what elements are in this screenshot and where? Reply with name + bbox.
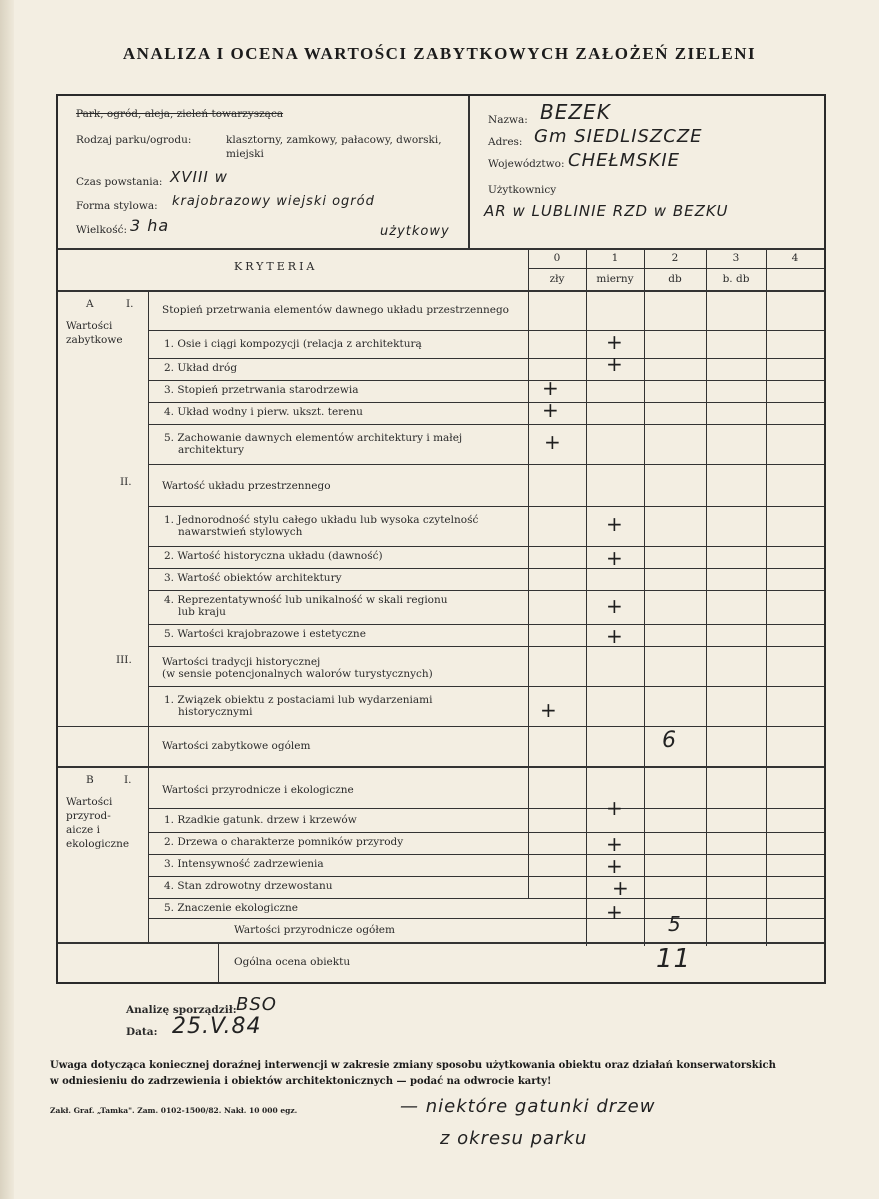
group-b-item-5: 5. Znaczenie ekologiczne [164,902,299,914]
group-b-item-1: 1. Rzadkie gatunk. drzew i krzewów [164,814,357,826]
handwritten-note-1: — niektóre gatunki drzew [400,1096,656,1117]
scale-4: 4 [791,252,799,264]
uzytkownicy-value: AR w LUBLINIE RZD w BEZKU [484,202,729,220]
rule-12 [148,646,824,647]
mark-a2-2: + [606,546,623,570]
handwritten-note-2: z okresu parku [440,1128,588,1149]
rule-22 [58,942,824,944]
group1-item-5: 5. Zachowanie dawnych elementów architektury i małej [164,432,463,444]
rule-9 [148,568,824,569]
czas-value: XVIII w [170,168,228,186]
col-line-4 [766,248,767,946]
total-b-label: Wartości przyrodnicze ogółem [234,924,395,936]
mark-a3-1: + [540,698,557,722]
wojewodztwo-label: Województwo: [488,158,565,170]
rule-7 [148,506,824,507]
mark-a1-3: + [542,376,559,400]
header-divider [468,96,470,248]
group2-item-1: 1. Jednorodność stylu całego układu lub wysoka czytelność [164,514,479,526]
group-b-item-2: 2. Drzewa o charakterze pomników przyrody [164,836,404,848]
note-line-1: Uwaga dotycząca koniecznej doraźnej interwencji w zakresie zmiany sposobu użytkowania obiektu oraz działań konserwatorskich [50,1060,776,1071]
scale-word-3: b. db [722,273,750,285]
mark-a1-4: + [542,398,559,422]
nazwa-value: BEZEK [540,100,611,124]
note-line-2: w odniesieniu do zadrzewienia i obiektów architektonicznych — podać na odwrocie karty! [50,1076,552,1087]
group-b-item-3: 3. Intensywność zadrzewienia [164,858,324,870]
data-value: 25.V.84 [172,1014,262,1039]
left-col-line [148,290,149,944]
rule-1 [148,330,824,331]
kryteria-label: KRYTERIA [234,260,318,273]
header-bottom-rule [58,248,824,250]
mark-a1-2: + [606,352,623,376]
form-title: ANALIZA I OCENA WARTOŚCI ZABYTKOWYCH ZAŁOŻEŃ ZIELENI [122,44,757,63]
scale-2: 2 [671,252,679,264]
wielkosc-label: Wielkość: [76,224,128,236]
group2-item-4: 4. Reprezentatywność lub unikalność w skali regionu [164,594,448,606]
data-label: Data: [126,1026,158,1038]
section-a-letter: A [86,298,94,310]
group2-title: Wartość układu przestrzennego [162,480,331,492]
mark-b-4: + [612,876,629,900]
analiza-label: Analizę sporządził: [126,1004,237,1016]
rule-10 [148,590,824,591]
group-b-title: Wartości przyrodnicze i ekologiczne [162,784,354,796]
adres-label: Adres: [488,136,523,148]
total-a-label: Wartości zabytkowe ogólem [162,740,311,752]
mark-a2-4: + [606,594,623,618]
scale-mid-rule [528,268,824,269]
group2-item-5: 5. Wartości krajobrazowe i estetyczne [164,628,366,640]
group1-item-2: 2. Układ dróg [164,362,238,374]
col-line-0 [528,248,529,898]
rule-20 [148,898,824,899]
rule-21 [148,918,824,919]
mark-b-5: + [606,900,623,924]
section-b-name-1: Wartości [66,796,113,808]
rule-2 [148,358,824,359]
analiza-value: BSO [236,994,277,1015]
group3-title-1: Wartości tradycji historycznej [162,656,321,668]
rule-6 [148,464,824,465]
mark-a1-5: + [544,430,561,454]
group3-item-1: 1. Związek obiektu z postaciami lub wydarzeniami [164,694,433,706]
group1-title: Stopień przetrwania elementów dawnego układu przestrzennego [162,304,509,316]
overall-value: 11 [656,944,692,974]
scale-word-0: zły [549,273,565,285]
mark-b-3: + [606,854,623,878]
col-line-2 [644,248,645,946]
scale-word-1: mierny [596,273,634,285]
section-b-letter: B [86,774,94,786]
forma-value: krajobrazowy wiejski ogród [172,194,375,209]
section-a-name-2: zabytkowe [66,334,123,346]
group2-item-4b: lub kraju [178,606,226,618]
uzytkownicy-label: Użytkownicy [488,184,557,196]
section-b-name-2: przyrod- [66,810,111,822]
wojewodztwo-value: CHEŁMSKIE [568,150,681,171]
group1-item-3: 3. Stopień przetrwania starodrzewia [164,384,359,396]
group2-item-3: 3. Wartość obiektów architektury [164,572,342,584]
rodzaj-options-2: miejski [226,148,264,160]
rule-13 [148,686,824,687]
scale-bottom-rule [58,290,824,292]
rodzaj-label: Rodzaj parku/ogrodu: [76,134,192,146]
page-edge [0,0,14,1199]
group2-item-1b: nawarstwień stylowych [178,526,303,538]
adres-value: Gm SIEDLISZCZE [534,126,703,147]
group3-title-2: (w sensie potencjonalnych walorów turystycznych) [162,668,433,680]
rule-5 [148,424,824,425]
mark-b-2: + [606,832,623,856]
total-a-value: 6 [662,728,677,753]
printer-info: Zakł. Graf. „Tamka". Zam. 0102-1500/82. Nakł. 10 000 egz. [50,1106,298,1115]
form-frame [56,94,826,984]
overall-label: Ogólna ocena obiektu [234,956,351,968]
czas-label: Czas powstania: [76,176,163,188]
rodzaj-options: klasztorny, zamkowy, pałacowy, dworski, [226,134,442,146]
nazwa-label: Nazwa: [488,114,528,126]
section-b-name-3: aicze i [66,824,100,836]
scale-0: 0 [553,252,561,264]
forma-label: Forma stylowa: [76,200,158,212]
rule-8 [148,546,824,547]
section-b-name-4: ekologiczne [66,838,130,850]
rule-19 [148,876,824,877]
scale-1: 1 [611,252,619,264]
overall-left-line [218,942,219,982]
scale-3: 3 [732,252,740,264]
group1-item-4: 4. Układ wodny i pierw. ukszt. terenu [164,406,363,418]
group3-roman: III. [116,654,132,666]
group2-item-2: 2. Wartość historyczna układu (dawność) [164,550,383,562]
group1-item-1: 1. Osie i ciągi kompozycji (relacja z architekturą [164,338,422,350]
wielkosc-value: 3 ha [130,216,170,235]
mark-a2-5: + [606,624,623,648]
group2-roman: II. [120,476,132,488]
section-a-name-1: Wartości [66,320,113,332]
rule-4 [148,402,824,403]
section-a-roman: I. [126,298,134,310]
rule-18 [148,854,824,855]
mark-a2-1: + [606,512,623,536]
rule-16 [148,808,824,809]
mark-a1-1: + [606,330,623,354]
mark-b-1: + [606,796,623,820]
rule-14 [58,726,824,727]
rule-11 [148,624,824,625]
rule-17 [148,832,824,833]
scale-word-2: db [668,273,682,285]
group1-item-5b: architektury [178,444,245,456]
col-line-1 [586,248,587,946]
group3-item-1b: historycznymi [178,706,253,718]
rule-3 [148,380,824,381]
forma-value-2: użytkowy [380,224,450,239]
rule-15 [58,766,824,768]
group-b-item-4: 4. Stan zdrowotny drzewostanu [164,880,333,892]
total-b-value: 5 [668,912,682,936]
section-b-roman: I. [124,774,132,786]
park-line: Park, ogród, aleja, zieleń towarzysząca [76,108,284,120]
col-line-3 [706,248,707,946]
